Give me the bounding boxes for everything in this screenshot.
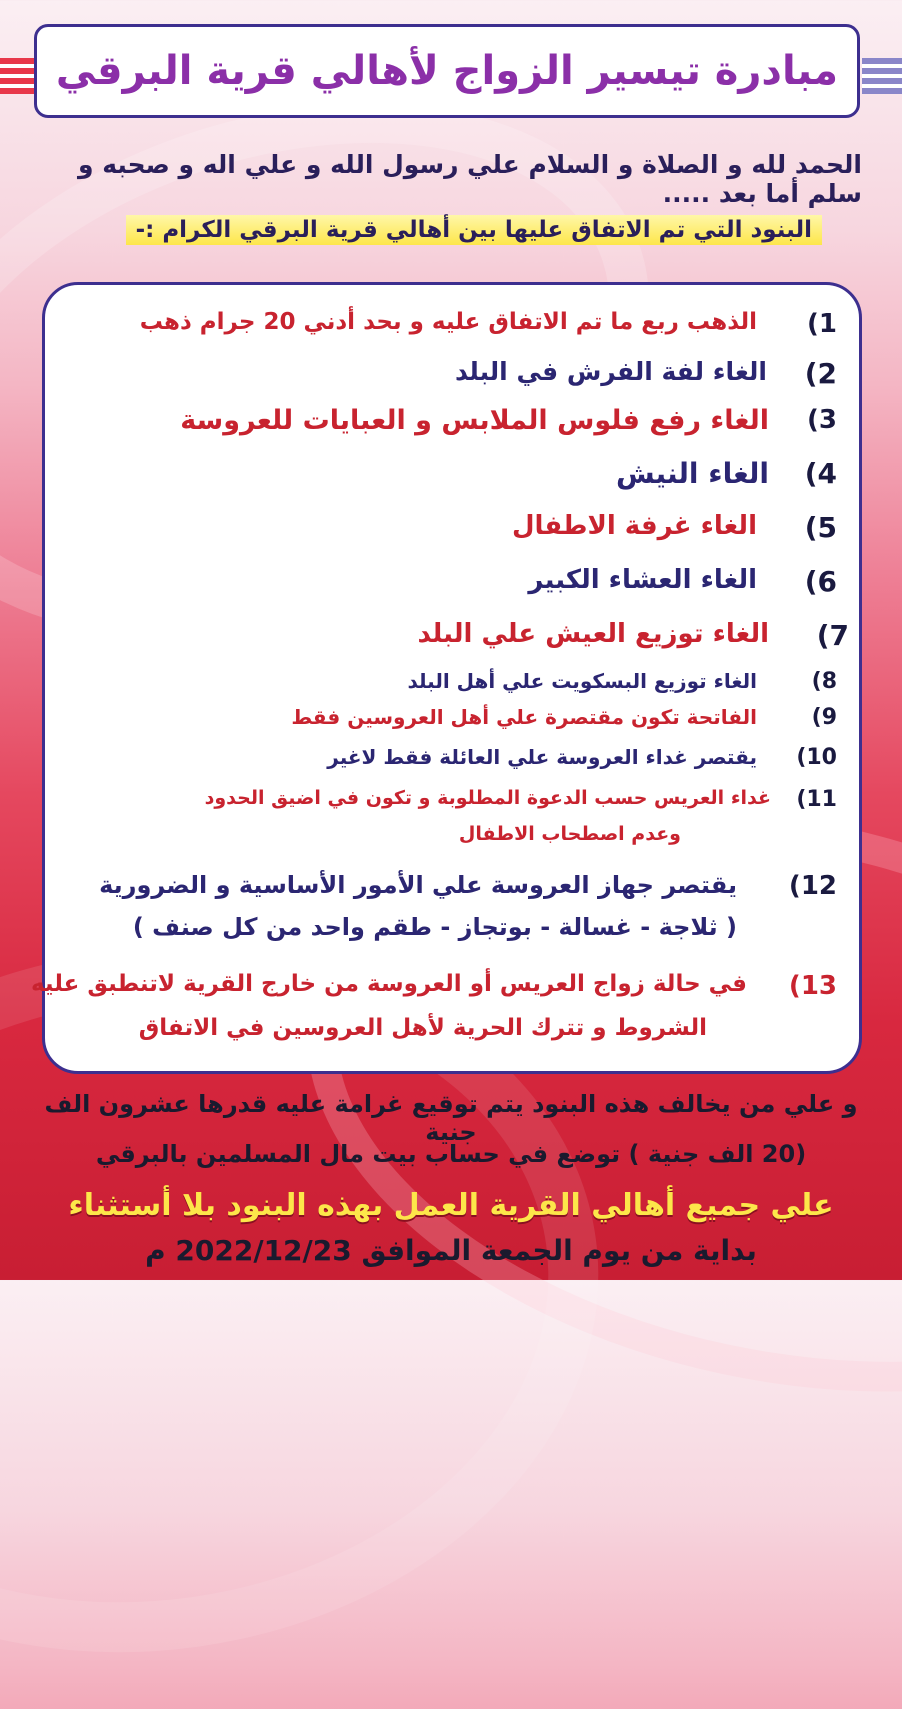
item-text: الغاء غرفة الاطفال: [511, 511, 757, 541]
item-number: 2): [804, 357, 837, 390]
list-item: [140, 309, 837, 339]
item-text: الغاء توزيع البسكويت علي أهل البلد: [407, 669, 757, 693]
start-date-text: بداية من يوم الجمعة الموافق 2022/12/23 م: [145, 1234, 757, 1267]
list-item: [205, 787, 837, 845]
item-text: الذهب ربع ما تم الاتفاق عليه و بحد أدني 20 جرام ذهب: [139, 309, 757, 335]
item-text: غداء العريس حسب الدعوة المطلوبة و تكون في اضيق الحدود: [204, 787, 771, 809]
intro-text: الحمد لله و الصلاة و السلام علي رسول الله و علي اله و صحبه و سلم أما بعد .....: [78, 150, 862, 208]
item-text: يقتصر جهاز العروسة علي الأمور الأساسية و الضرورية: [99, 871, 737, 899]
list-item: [327, 745, 837, 770]
list-item: [291, 705, 837, 730]
item-text: الغاء لفة الفرش في البلد: [454, 357, 767, 386]
item-number: 13): [788, 971, 837, 1001]
list-item: [99, 871, 837, 941]
item-number: 4): [804, 457, 837, 490]
page-title: مبادرة تيسير الزواج لأهالي قرية البرقي: [55, 48, 839, 94]
list-item: [31, 971, 837, 1041]
obligation-text: علي جميع أهالي القرية العمل بهذه البنود بلا أستثناء: [68, 1188, 834, 1223]
item-number: 12): [788, 871, 837, 901]
item-number: 6): [804, 565, 837, 598]
list-item: [616, 457, 837, 490]
list-item: [512, 511, 837, 544]
item-number: 11): [796, 787, 837, 812]
item-text: يقتصر غداء العروسة علي العائلة فقط لاغير: [327, 745, 757, 769]
list-item: [528, 565, 837, 598]
penalty-amount-text: (20 الف جنية ) توضع في حساب بيت مال المسلمين بالبرقي: [95, 1140, 807, 1168]
item-text: الغاء النيش: [615, 457, 769, 490]
list-item: [180, 405, 837, 436]
item-text: الفاتحة تكون مقتصرة علي أهل العروسين فقط: [291, 705, 757, 729]
list-item: [418, 619, 849, 652]
item-number: 7): [816, 619, 849, 652]
item-text: الغاء توزيع العيش علي البلد: [417, 619, 769, 649]
terms-list: [30, 282, 862, 1074]
right-stripe-decoration: [862, 58, 902, 94]
item-text: الغاء العشاء الكبير: [528, 565, 757, 595]
subheading: البنود التي تم الاتفاق عليها بين أهالي قرية البرقي الكرام :-: [126, 215, 822, 245]
item-number: 5): [804, 511, 837, 544]
item-text: الشروط و تترك الحرية لأهل العروسين في الاتفاق: [138, 1015, 707, 1041]
list-item: [407, 669, 837, 694]
list-item: [455, 357, 837, 390]
item-number: 10): [796, 745, 837, 770]
item-number: 3): [807, 405, 837, 435]
item-text: ( ثلاجة - غسالة - بوتجاز - طقم واحد من كل صنف ): [132, 913, 737, 941]
penalty-text: و علي من يخالف هذه البنود يتم توقيع غرامة عليه قدرها عشرون الف جنية: [44, 1090, 858, 1146]
item-text: في حالة زواج العريس أو العروسة من خارج القرية لاتنطبق عليه: [30, 971, 747, 997]
item-number: 8): [811, 669, 837, 694]
item-number: 9): [811, 705, 837, 730]
item-number: 1): [807, 309, 837, 339]
item-text: وعدم اصطحاب الاطفال: [458, 823, 681, 845]
item-text: الغاء رفع فلوس الملابس و العبايات للعروسة: [180, 405, 769, 436]
title-banner: [34, 24, 860, 118]
